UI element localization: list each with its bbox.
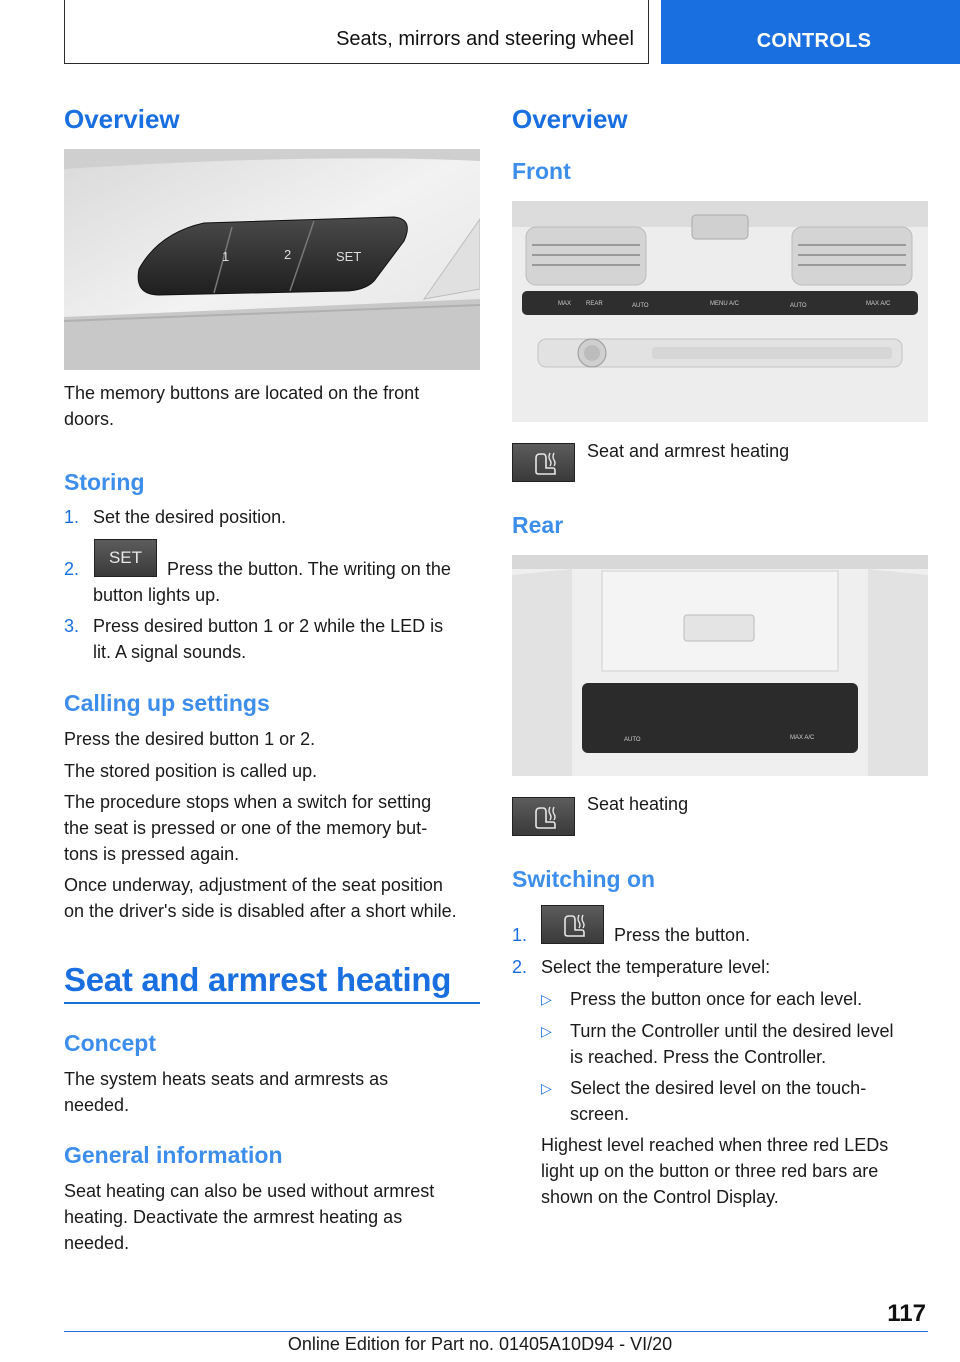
rear-caption: Seat heating [587, 794, 689, 814]
highest-level-line-3: shown on the Control Display. [541, 1187, 779, 1207]
step-number: 2. [64, 559, 80, 579]
general-line-2: heating. Deactivate the armrest heating as [64, 1207, 403, 1227]
step-number: 1. [512, 925, 528, 945]
concept-heading: Concept [64, 1030, 156, 1056]
footer-edition: Online Edition for Part no. 01405A10D94 - VI/20 [287, 1334, 673, 1354]
step-number: 3. [64, 616, 80, 636]
header-section-box [64, 0, 649, 64]
front-caption: Seat and armrest heating [587, 441, 790, 461]
front-heading: Front [512, 158, 571, 184]
calling-para-1: Press the desired button 1 or 2. [64, 729, 316, 749]
highest-level-line-2: light up on the button or three red bars are [541, 1161, 879, 1181]
front-label-auto-left: AUTO [632, 303, 649, 309]
main-heading-rule [64, 1002, 480, 1004]
concept-line-1: The system heats seats and armrests as [64, 1069, 389, 1089]
sub-item-text-cont: screen. [570, 1104, 630, 1124]
set-button-icon [94, 539, 157, 577]
front-label-max-ac: MAX A/C [866, 301, 891, 307]
sub-item-3 [541, 1075, 930, 1127]
general-line-1: Seat heating can also be used without armrest [64, 1181, 435, 1201]
memory-label-2: 2 [284, 247, 292, 262]
front-label-auto-right: AUTO [790, 303, 807, 309]
calling-para-4a: Once underway, adjustment of the seat position [64, 875, 443, 895]
heating-button-icon [541, 905, 604, 944]
header-section-title: Seats, mirrors and steering wheel [336, 28, 634, 50]
switch-step-2 [512, 954, 930, 980]
front-label-max: MAX [558, 301, 572, 307]
calling-up-heading: Calling up settings [64, 690, 270, 716]
rear-label-max-ac: MAX A/C [790, 735, 815, 741]
general-info-heading: General information [64, 1142, 283, 1168]
step-text: Press desired button 1 or 2 while the LED is [93, 616, 444, 636]
memory-caption-line-1: The memory buttons are located on the front [64, 383, 420, 403]
step-number: 2. [512, 957, 528, 977]
step-text-cont: button lights up. [93, 585, 221, 605]
sub-item-text-cont: is reached. Press the Controller. [570, 1047, 827, 1067]
calling-para-3a: The procedure stops when a switch for setting [64, 792, 432, 812]
general-line-3: needed. [64, 1233, 130, 1253]
front-label-rear: REAR [586, 301, 603, 307]
seat-heating-icon [512, 797, 575, 836]
storing-heading: Storing [64, 469, 145, 495]
triangle-bullet-icon: ▷ [541, 991, 552, 1007]
triangle-bullet-icon: ▷ [541, 1023, 552, 1039]
step-text: Select the temperature level: [541, 957, 771, 977]
memory-caption-line-2: doors. [64, 409, 115, 429]
sub-item-2 [541, 1018, 930, 1070]
seat-heating-main-heading: Seat and armrest heating [64, 961, 452, 998]
sub-item-text: Turn the Controller until the desired level [570, 1021, 894, 1041]
seat-armrest-heating-icon [512, 443, 575, 482]
footer-rule [64, 1331, 928, 1332]
front-label-menu: MENU A/C [710, 301, 740, 307]
set-button-label: SET [108, 548, 143, 567]
step-number: 1. [64, 507, 80, 527]
storing-step-3 [64, 613, 482, 665]
calling-para-2: The stored position is called up. [64, 761, 318, 781]
header-chapter-tab [661, 0, 960, 64]
step-text: Press the button. [614, 925, 751, 945]
concept-line-2: needed. [64, 1095, 130, 1115]
calling-para-4b: on the driver's side is disabled after a short while. [64, 901, 457, 921]
sub-item-1 [541, 986, 930, 1012]
triangle-bullet-icon: ▷ [541, 1080, 552, 1096]
sub-item-text: Select the desired level on the touch- [570, 1078, 867, 1098]
calling-para-3c: tons is pressed again. [64, 844, 240, 864]
page-number: 117 [887, 1300, 926, 1327]
storing-step-2 [64, 548, 482, 608]
step-text: Press the button. The writing on the [167, 559, 451, 579]
rear-heading: Rear [512, 512, 564, 538]
rear-label-auto: AUTO [624, 737, 641, 743]
switch-step-1 [512, 922, 930, 948]
header-chapter-title: CONTROLS [756, 30, 872, 52]
step-text-cont: lit. A signal sounds. [93, 642, 247, 662]
highest-level-line-1: Highest level reached when three red LEDs [541, 1135, 889, 1155]
storing-step-1 [64, 504, 482, 530]
rear-climate-panel-image [512, 555, 928, 776]
memory-buttons-image [64, 149, 480, 370]
memory-label-set: SET [336, 249, 362, 264]
sub-item-text: Press the button once for each level. [570, 989, 863, 1009]
switching-on-heading: Switching on [512, 866, 656, 892]
overview-heading-right: Overview [512, 104, 628, 134]
calling-para-3b: the seat is pressed or one of the memory but- [64, 818, 428, 838]
front-climate-panel-image [512, 201, 928, 422]
memory-label-1: 1 [222, 249, 230, 264]
overview-heading-left: Overview [64, 104, 180, 134]
step-text: Set the desired position. [93, 507, 287, 527]
